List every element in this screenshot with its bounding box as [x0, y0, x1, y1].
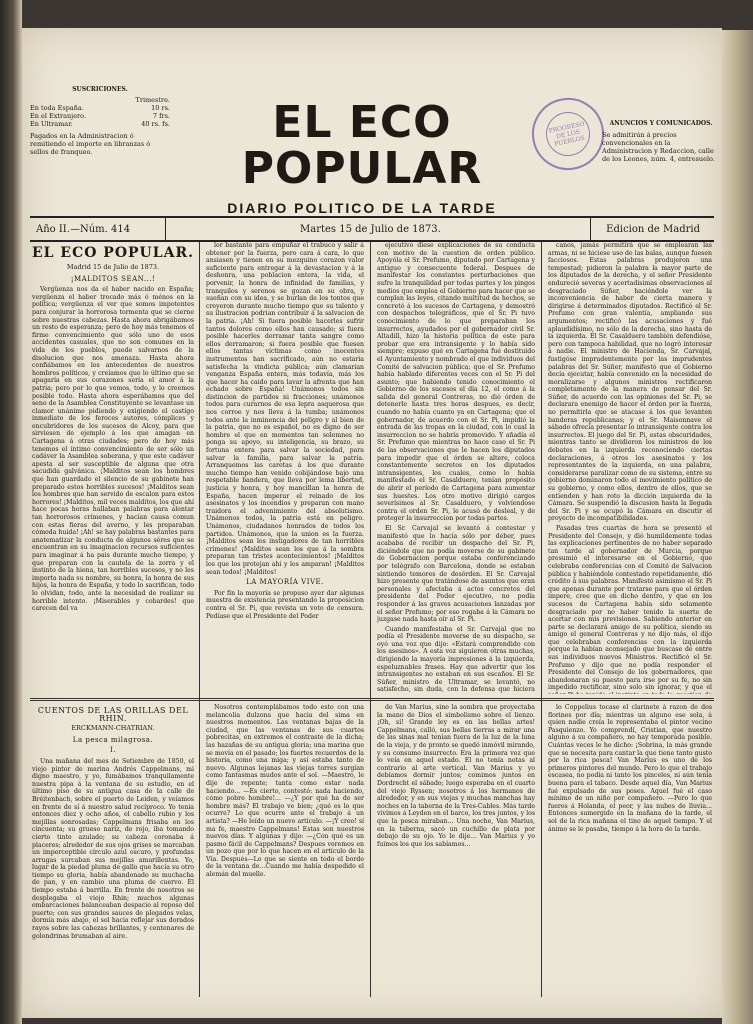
article-heading: LA MAYORÍA VIVE. [246, 578, 324, 587]
column-rule [199, 242, 200, 997]
divider [590, 218, 591, 240]
column-1 [32, 242, 194, 694]
newspaper-page [22, 28, 722, 1018]
feuilleton-rule [30, 698, 714, 699]
dateline-bar [30, 216, 714, 242]
feuilleton-subtitle: La pesca milagrosa. [72, 735, 154, 744]
subscription-row: En toda España. 10 rs. [30, 104, 170, 112]
newspaper-title: EL ECO POPULAR [241, 97, 483, 194]
article-heading: ¡MALDITOS SEAN...! [70, 274, 156, 283]
feuilleton-author: ERCKMANN-CHATRIAN. [71, 724, 155, 733]
divider [165, 218, 166, 240]
feuilleton-text: lo Coppelius tocase el clarinete á razon de dos florines por día; mientras un alguno ese sola, á quien nadie creía le representaba el pintor vecino Pasquienzo. Yo comprendí, Cristian, que nuestro alguno á su compañero, no hay temporada posible. Cuántas veces le he dicho: ¡Sobrina, la más grande que se necesita para cantar la que tiene tanto gusto por la rica pesca! Van Marius es uno de los primeros pintores del mundo. Pero lo que el trabajo escasea, no podía ni tanto los pinceles, ni aún tenía buena para el tabaco. Desde aquel día, Van Marius fué expulsado de sus poses. Aquel fué el caso mínimo de un niño por compañero. —Pero lo que fueres á Holanda, el peor, y las nubes de lluvia... Entonces sumergido en la mañana de la tarde, el sol de la rica mañana el tino de aquel tiempo. Y el ánimo se le pasaba, tiempo á la hora de la tarde. [548, 704, 712, 833]
feuilleton-column-4 [548, 704, 712, 1004]
article-text: Por fin la mayoría se propuso ayer dar algunas muestra de existencia presentando la proposicion contra el Sr. Pi, que revista un voto de censura. Pedíase que el Presidente del Poder [206, 589, 364, 620]
subscriptions-note: Pagados en la Administracion ó remitiendo el importe en libranzas ó sellos de franqueo. [30, 132, 151, 156]
column-rule [541, 242, 542, 997]
column-2 [206, 242, 364, 694]
subscriptions-period: Trimestre. [135, 96, 170, 104]
article-date: Madrid 15 de Julio de 1873. [66, 263, 160, 271]
feuilleton-title: CUENTOS DE LAS ORILLAS DEL RHIN. [37, 706, 189, 723]
article-text: Pasadas tres cuartas de hora se presentó el Presidente del Consejo, y dió humildemente todas las explicaciones pertinentes de no haber separado tan tarde al gobernador de Murcia, porque presumió el interesarse en el Gobierno, que celebraba conferencias con el Comité de Salvacion pública y habiéndole contestado repetidamente, dió crédito á sus palabras. Manifestó asimismo el Sr. Pi que apenas durante por tratarse para que el órden impere, cree que en dicho dentro, y que en los sucesos de Cartagena había sido solamente desgraciado por no haber tenido la suerte de acertar con mis previsiones. Sabiendo anterior en parte se declarará amigo de su política, siendo su amigo el general Contreras y no dijo más, el dijo que celebraban conferencias con la izquierda porque la habían aconsejado que buscase de entre sus individuos nuevos Ministros. Rectificó el Sr. Prefumo y dijo que no podía responder el Presidente del Consejo de los gobernadores, que abandonaran su puesto para irse por su fe, no sin impedido rectificar, sino solo sin ignorar, y que el [548, 524, 712, 692]
column-4 [548, 242, 712, 694]
ads-heading: ANUNCIOS Y COMUNICADOS. [609, 120, 713, 127]
issue-number: Año II.—Núm. 414 [36, 223, 131, 235]
feuilleton-chapter: I. [110, 746, 116, 755]
article-text: Vergüenza nos da el haber nacido en España; vergüenza el haber trocado más ó ménos en la política; vergüenza el ver que somos impotentes para conjurar la horrorosa tormenta que se cierne sobre nuestras cabezas. Hasta ahora abrigábamos un resto de esperanza; pero de hoy más tenemos el firme convencimiento que sólo uno de esos accidentes casuales, que no son comunes en la vida de los pueblos, puede salvarnos de la disolucion que nos amenaza. Hasta ahora confiábamos en los antecedentes de nuestros hombres políticos, y creíamos que lo último que se apagaría en sus corazones sería el amor á la patria; pero por lo que vemos, todo, y lo creemos posible todo. Hasta ahora esperábamos que del seno de la Asamblea Constituyente se levantase un clamor unánime pidiendo y exigiendo el castigo inmediato de los feroces autores, cómplices y encubridores de los sucesos de Alcoy, para que sirviesen de ejemplo á los que amagan en Cartagena á otras ciudades; pero de hoy más tenemos el íntimo convencimiento de ser sólo un cadáver la Asamblea soberana, y que este cadáver apesta al ser susceptible de alguna que otra sacudida galvánica. ¡Malditos sean los hombres que han guardado el silencio de su gabinete han preparado estos horribles sucesos! ¡Malditos sean los hombres que han servido de escalon para estos horrores! ¡Malditos, mil veces malditos, los que ahí hace pocas horas hallaban palabras para alentar tan horrorosos crímenes, y hacían causa comun con estas fieras del averno, y les preparaban cómoda huida! ¡Ah! se hay palabras bastantes para anatematizar la conducta de algunos séres que se encuentran en su imaginacion recursos suficientes para imaginar á ha pais durante mucho tiempo, y que preparan con la cautela de la zorra y el instinto de la hiena, tan horribles sucesos, y no les importa nada su nombre, su honra, la honra de sus hijos, la honra de España, y todo lo sacrifican, todo lo olvidan, todo, ante la necesidad de realizar su horrible intento. ¡Miserables y cobardes! que carecen del va [32, 286, 194, 613]
background-top [0, 0, 753, 28]
subscriptions-heading: SUSCRICIONES. [72, 86, 128, 93]
article-text: ejecutivo diese explicaciones de su conducta con motivo de la cuestion de orden público. Apoyóla el Sr. Prefumo, diputado por Cartagena y antiguo y consecuente federal. Despues de manifestar los constantes perturbaciones que sufre la tranquilidad por todas partes y los pingos medios que emplea el Gobierno para hacer que se cumplan las leyes, citando multitud de hechos, se concretó á los sucesos de Cartagena, y demostró con despachos telegráficos, que el Sr. Pi tuvo conocimiento de lo que preparaban los insurrectos, ayudados por el gobernador civil Sr. Altadill, hizo la historia política de este para probar que era intransigente y lo había sido siempre; expuso qué en Cartagena fué destituido el Ayuntamiento y nombrado el que individuos del Comité de salvacion pública; que el Sr. Prefumo había hablado diferentes veces con el Sr. Pi del asunto; que habiendo tenido conocimiento el Gobierno de los sucesos el día 12, el como á la salida del general Contreras, no dió órden de detenerle hasta tres horas despues, es decir, cuando no había cuanto ya en Cartagena; que el gobernador, de acuerdo con el Sr. Pi, impidió la entrada de las tropas en la ciudad, con lo cual la insurreccion no se habría promovido. Y añadía el Sr. Prefumo que mientras no hace caso el Sr. Pi de las observaciones que le hacen los diputados para impedir que el órden se altere, coloca constantemente secretos en los diputados intransigentes, los cuales, como lo había manifestado el Sr. Casalduero, tenían propósito de abrir el período de Cartagena para aumentar sus huestes. Los otro motivo dirigió cargos severísimos al Sr. Casalduero, y volvíendose contra el orden Sr. Pi, le acusó de desleal, y de proteger la insurreccion por todas partes. [377, 242, 535, 523]
edition: Edicion de Madrid [606, 223, 700, 235]
feuilleton-text: Una mañana del mes de Setiembre de 1850, el viejo pintor de marina Andrés Cappelmans, mi digno maestro, y yo, fumábamos tranquilamente nuestra pipa á la ventana de su estudio, en el último piso de su antigua casa de la calle de Bréitenbach, sobre el puerto de Leiden, y veíamos en frente de sí á nuestro salud recíproco. Yo tenia entonces diez y ocho años, el cabello rubio y los mejillas sonrosadas; Cappelmans frisaba en los cincuenta; su grueso nariz, de rojo, iba tomando cierto tinte azulado; su cabeza coronaba á placeres; alrededor de sus ojos grises se marcaban un imperceptible círculo azul oscuro, y profundas arrugas surcaban sus mejillas amarillentas. Yo, lugar de la piedad pluma de gallo que hacía su otro tiempo su gloria, había abandonado su muchacha de pan, y en cambio una pluma de cuervo. El tiempo estaba á barrilla. En frente de nosotros se desplegaba el viejo Rhin; muchos algunas embarcaciones balanceaban despacio al reposo del puerto; con sus grandes sauces de plegados velas, dormía más abajo, el sol hacia reflejar sus dorados rayos sobre las cabezas brillantes, y centenares de golondrinas brumaban al aire. [32, 757, 194, 940]
page-edges [722, 30, 753, 1024]
issue-date: Martes 15 de Julio de 1873. [300, 223, 441, 235]
feuilleton-column-3 [377, 704, 535, 1004]
feuilleton-text: Nosotros contemplábamos todo esto con una melancolía dulzona que hacia del sima en nuestros momentos. Las ventanas bajas de la ciudad, que las ventanas de sus cuartos pobrecitas, en extremos el contraste de la dicha; las hazañas de su antigua gloria; una marina que se movía en el pasado; los fuertes recuerdos de la historia, como una miga; y así estaba tanto de nuevo. Algunas lejanas las viejas torres surgían como fantasmas mudos ante el sol. —Maestro, le dije de repente; tanta como estar nada haciendo... —Es cierto, contestó: nada haciendo, cómo pobre hombre!... —¿Y por qué ha de ser hombre más? El trabajo ve bien; ¿qué es lo que ocurre? Lo que ocurre ante el trabajo á un artista? —He leído un nuevo artículo. —¡Y creo! sí ma fe, maestro Cappelmans! Estas son nuestros nuevos días. Y algunas y dijo: —¿Con qué es un pasmo fácil de Cappelmans? Despues veremos en un pozo que por lo que hacen en el artículo de la Vía. Después—Lo que se siente en todo el borde de la ventana de...Cuando me había despedido el alemán del muelle. [206, 704, 364, 879]
subscription-row: En Ultramar. 40 rs. fs. [30, 120, 170, 128]
article-text: El Sr. Carvajal se levantó á contestar y manifestó que lo hacía sólo por deber, pues acababa de recibir un despacho del Sr. Pi, diciéndole que no podía moverse de su gabinete de Gobernacion porque estaba conferenciando por telégrafo con Barcelona, donde se estaban sintiendo temores de desórden. El Sr. Carvajal hizo presente que tratándose de asuntos que eran personales y afectaba á actos concretos del presidente del Poder ejecutivo, no podía responder á las graves acusaciones lanzadas por el señor Prefumo; por eso rogaba á la Cámara no juzgase nada hasta oír al Sr. Pi. [377, 524, 535, 624]
feuilleton-text: de Van Marius, sino la sombra que proyectaba la mano de Dios el simbolismo sobre el lienzo. ¡Oh, sí! Grande ley es en las bellas artes! Cappelmans, calló, sus bellas tierras a mirar una de las sinas mal tenían fuera de la luz de la luna de la vieja, y de pronto se quedó inmóvil mirando, y su consumo insurrecto. Era la primera vez que lo veía en aquel estado. El no tenía notas al contrario al arte vertical. Van Marius y yo debíamos dormir juntos; comimos juntos en Dordrecht el sábado; luego esperaba en el cuarto del viejo Ryssen; nosotros á los hermanos de alrededor, y en sus viejas y muchas manchas hay noches en la taberna de la Tres-Cables. Más tarde vivimos á Leyden en el barco, los tres juntos, y los que la pesca miraban... Una noche, Van Marius, en la taberna, sacó un cuchillo de plata por debajo de su ojo. Yo le dije... Van Marius y yo fuimos los que los sabíamos... [377, 704, 535, 848]
feuilleton-rule [30, 700, 714, 701]
subscription-row: En el Extranjero. 7 frs. [30, 112, 170, 120]
article-text: canos, jamás permitirá que se emplearan las armas, ni se hiciese uso de las balas, aunque fuesen facciosos. Estas palabras produjeron una tempestad; pidieron la palabra la mayor parte de los diputados de la derecha, y el señor Presidente endureció severas y acertadísimas observaciones al desgraciado Súñer, haciéndole ver la inconveniencia de haber de cierta manera y dirigirse á determinados diputados. Rectificó el Sr. Prefumo con gran valentía, ampliando sus argumentos; rectificó las acusaciones y fué aplaudidísimo, no sólo de la derecha, sino hasta de la izquierda. El Sr. Casalduero también defendióse, pero con tampoca habilidad, que no logró interesar á nadie. El ministro de Hacienda, Sr. Carvajal, fustigóse imprudentemente por las imprudentes palabras del Sr. Súñer, manifestó que el Gobierno decía ejecutar, había convenido en la necesidad de moralizarse y algunos ministros rectificaron completamente de la manera de pensar del Sr. Súñer, de acuerdo con las opiniones del Sr. Pi, se declarara enemigo de hacer el órden por la fuerza, no permitirla que se atacase á los que levanten banderas republicanas; y el Sr. Maisonnave el sábado ofrecía presentar lo intransigente contra los insurrectos. El juego del Sr. Pi, estas obscuridades, mientras tanto se dividieron los ministros de los debates en la izquierda reconociendo ciertas declaraciones, á otros los asesinatos y los representantes de la izquierda, en una palabra, considerarse paralizar como de su sistema, entre su gobierno dominaron todo el movimiento político de su gobierno, y como ellos, dentro de ellos, que se entienden y han roto la dicción izquierda de la Cámara. Se suspendió la discusion hasta la llegada del Sr. Pi y se ocupó la Cámara en discutir el proyecto de incompatibilidades. [548, 242, 712, 523]
ads-text: Se admitirán á precios convencionales en la Administracion y Redaccion, calle de los Leones, núm. 4, entresuelo. [602, 131, 715, 163]
article-text: lor bastante para empuñar el trabuco y salir á obtener por la fuerza, pero cara á cara, lo que ansiasen y tienen en su mezquino corazon valor suficiente para entregar á la devastacion y á la deshonra, una poblacion entera, la vida, el porvenir, la honra de infinidad de familias, y tranquilos y serenos se gozan en su obra, y sueñan con su idea, y se burlan de los tontos que creyeron durante mucho tiempo que su talento y su ilustracion podrian contribuir á la salvacion de la patria. ¡Ah! Si fuera posible hacerles sufrir tantos dolores como ellos han causado; si fuera posible hacerles derramar tanta sangre como ellos derramaron; si fuera posible que fuesen ellos tantas víctimas como inocentes instrumentos han sacrificado, aún no estaria satisfecha la vindicta pública; aún clamarian venganza España entera, más todavía, más los que hacer ha caido para lavar la afrenta que han echado sobre España! Unámonos todos sin distincion de partidos ni fracciones; unámonos todos para curarnos de esa lepra asquerosa que nos corroe y nos lleva á la tumba; unámonos todos ante la inminencia del peligro y al bien de la patria, que no es español, no es digno de ser hombre el que en momentos tan solemnes no ponga su apoyo, su inteligencia, su brazo, su fortuna entera para salvar la sociedad, para salvar la familia, para salvar la patria. Arranquemos las caretas á los que durante mucho tiempo han venido cobijándose bajo una respetable bandera, que lleva por lema libertad, justicia y honra, y hoy mancillan la honra de España, hacen imperar el reinado de los asesinatos y los incendios y preparan con mano traidora el advenimiento del absolutismo. Unámonos todos, la patria está en peligro. Unámonos, ciudadanos honrados de todos los partidos. Unámonos, que la union es la fuerza. ¡Malditos sean los instigadores de tan horribles crímenes! ¡Malditos sean los que á la sombra preparan tan tristes acontecimientos! ¡Malditos los que los protejan ahí y los amparan! ¡Malditos sean todos! ¡Malditos! [206, 242, 364, 576]
feuilleton-column-1 [32, 704, 194, 1004]
article-text: Cuando manifestaba el Sr. Carvajal que no podía el Presidente moverse de su despacho, se oyó una voz que dijo: «Estará comprendido con los asesinos». A esta voz siguieron otras muchas, dirigiendo la mayoría impresiones á la izquierda, espeluznables frases. Hay que advertir que los intransigentes no estaban en sus escaños. El Sr. Súñer, ministro de Ultramar, se levantó, no satisfecho, sin duda, con la defensa que hiciera [377, 625, 535, 694]
ads-box [602, 120, 720, 163]
newspaper-subtitle: DIARIO POLITICO DE LA TARDE [227, 200, 497, 216]
column-3 [377, 242, 535, 694]
book-spine [0, 0, 22, 1024]
section-title: EL ECO POPULAR. [32, 245, 194, 261]
column-rule [370, 242, 371, 997]
subscriptions-box [30, 86, 170, 156]
feuilleton-column-2 [206, 704, 364, 1004]
masthead [182, 97, 542, 216]
library-stamp: PROGRESO DE LOS PUEBLOS [525, 91, 610, 176]
